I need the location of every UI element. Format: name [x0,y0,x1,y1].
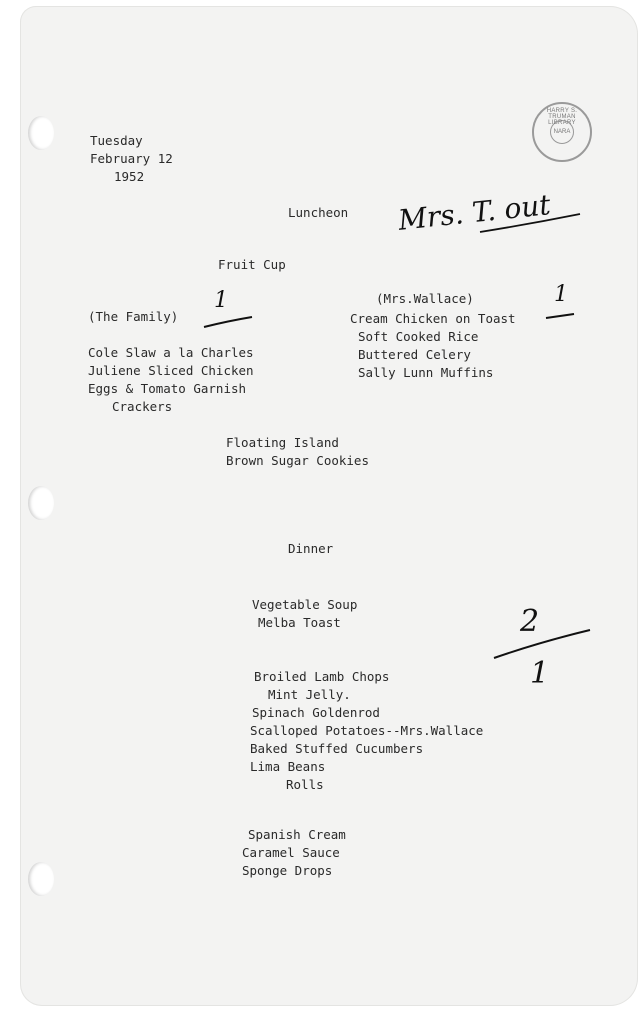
dinner-soup-item: Vegetable Soup [252,597,358,612]
fraction-bar [494,630,590,658]
dinner-main-item: Mint Jelly. [268,687,351,702]
dinner-title: Dinner [288,541,334,556]
family-item: Cole Slaw a la Charles [88,345,254,360]
family-item: Eggs & Tomato Garnish [88,381,247,396]
wallace-count-underline [546,314,574,318]
dinner-soup-item: Melba Toast [258,615,341,630]
family-count: 1 [214,288,228,313]
note-underline [480,214,580,232]
family-heading: (The Family) [88,309,179,324]
stamp-center-text: NARA [550,120,574,144]
family-item: Juliene Sliced Chicken [88,363,254,378]
fraction-numerator: 2 [520,604,540,639]
stamp-ring-text: HARRY S. TRUMAN LIBRARY [546,108,578,126]
header-date: February 12 [90,151,173,166]
wallace-item: Sally Lunn Muffins [358,365,494,380]
wallace-item: Cream Chicken on Toast [350,311,516,326]
dinner-main-item: Baked Stuffed Cucumbers [250,741,424,756]
wallace-heading: (Mrs.Wallace) [376,291,474,306]
dinner-main-item: Lima Beans [250,759,326,774]
wallace-count: 1 [554,282,568,307]
handwritten-note: Mrs. T. out [396,188,553,237]
dinner-dessert-item: Sponge Drops [242,863,333,878]
dinner-dessert-item: Spanish Cream [248,827,346,842]
luncheon-dessert-item: Floating Island [226,435,339,450]
wallace-item: Buttered Celery [358,347,471,362]
header-day: Tuesday [90,133,143,148]
luncheon-title: Luncheon [288,205,349,220]
dinner-dessert-item: Caramel Sauce [242,845,340,860]
dinner-main-item: Broiled Lamb Chops [254,669,390,684]
family-item: Crackers [112,399,173,414]
luncheon-dessert-item: Brown Sugar Cookies [226,453,369,468]
fraction-denominator: 1 [530,656,550,691]
family-count-underline [204,317,252,327]
header-year: 1952 [114,169,145,184]
wallace-item: Soft Cooked Rice [358,329,479,344]
dinner-main-item: Rolls [286,777,324,792]
dinner-main-item: Scalloped Potatoes--Mrs.Wallace [250,723,484,738]
luncheon-first-course: Fruit Cup [218,257,286,272]
dinner-main-item: Spinach Goldenrod [252,705,380,720]
